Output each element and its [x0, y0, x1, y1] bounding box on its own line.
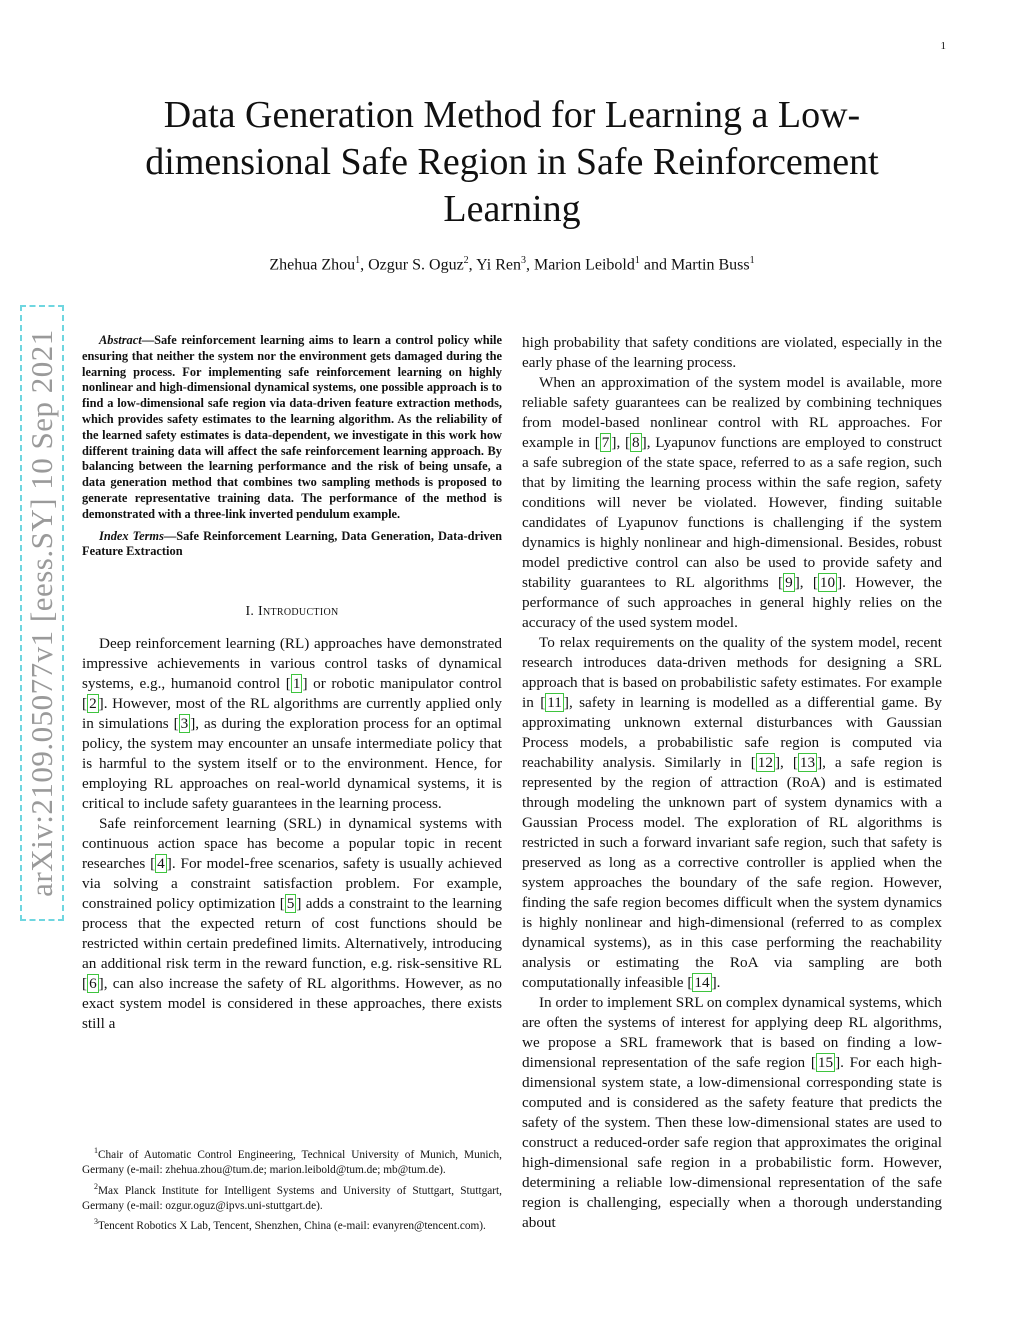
abstract-text: —Safe reinforcement learning aims to learn a control policy while ensuring that neither the system nor the environment gets damaged during the learning process. For implementing safe reinforcement learning on highly nonlinear and high-dimensional dynamical systems, one possible approach is to find a low-dimensional safe region via data-driven feature extraction methods, which provides safety estimates to the learning algorithm. As the reliability of the learned safety estimates is data-dependent, we investigate in this work how different training data will affect the safe reinforcement learning approach. By balancing between the learning performance and the risk of being unsafe, a data generation method that combines two sampling methods is proposed to generate representative training data. The performance of the method is demonstrated with a three-link inverted pendulum example. [82, 333, 502, 521]
citation-link[interactable]: 12 [757, 754, 773, 771]
index-terms-label: Index Terms [99, 528, 164, 543]
index-terms [82, 529, 502, 561]
citation-link[interactable]: 14 [694, 974, 710, 991]
footnote: $^1$Chair of Automatic Control Engineering, Technical University of Munich, Munich, Germany (e-mail: zhehua.zhou@tum.de; marion.leibold@tum.de; mb@tum.de). [82, 1146, 502, 1177]
citation-link[interactable]: 1 [292, 675, 301, 693]
footnote-mark: 1 [94, 1146, 98, 1155]
left-column [82, 333, 502, 1034]
citation-link[interactable]: 5 [286, 895, 295, 913]
section-heading: I. Introduction [245, 604, 339, 620]
body-paragraph: When an approximation of the system model is available, more reliable safety guarantees can be realized by combining techniques from model-based nonlinear control with RL approaches. For example in [ 7 ], [ 8 ], Lyapunov functions are employed to construct a safe subregion of the state space, referred to as a safe region, such that by limiting the learning process within the safe region, safety conditions will never be violated. However, finding suitable candidates of Lyapunov functions is challenging if the system dynamics is highly nonlinear and high-dimensional. Besides, robust model predictive control can also be used to provide safety and stability guarantees to RL algorithms [ 9 ], [ 10 ]. However, the performance of such approaches in general highly relies on the accuracy of the used system model. [522, 374, 943, 631]
citation-link[interactable]: 7 [601, 434, 610, 451]
footnote: $^2$Max Planck Institute for Intelligent Systems and University of Stuttgart, Stuttgart, Germany (e-mail: ozgur.oguz@ipvs.uni-stuttgart.de). [82, 1181, 502, 1212]
author-name: Ozgur S. Oguz [368, 256, 464, 274]
footnote: $^3$Tencent Robotics X Lab, Tencent, Shenzhen, China (e-mail: evanyren@tencent.com). [94, 1217, 486, 1232]
body-paragraph: In order to implement SRL on complex dynamical systems, which are often the systems of interest for applying deep RL algorithms, we propose a SRL framework that is based on finding a low-dimensional representation of the safe region [ 15 ]. For each high-dimensional system state, a low-dimensional corresponding state is computed and is considered as the safety feature that predicts the safety of the system. Then these low-dimensional states are used to construct a reduced-order safe region that approximates the original high-dimensional safe region in a probabilistic form. However, determining a reliable low-dimensional representation of the safe region is challenging, especially when a thorough understanding about [522, 994, 942, 1231]
body-paragraph: Deep reinforcement learning (RL) approaches have demonstrated impressive achievements in various control tasks of dynamical systems, e.g., humanoid control [ 1 ] or robotic manipulator control [ 2 ]. However, most of the RL algorithms are currently applied only in simulations [ 3 ], as during the exploration process for an optimal policy, the system may encounter an unsafe intermediate policy that is harmful to the system itself or to the environment. Hence, for employing RL approaches on real-world dynamical systems, it is critical to include safety guarantees in the learning process. [82, 635, 502, 813]
author-affiliation-mark: 1 [355, 255, 361, 266]
author-name: Marion Leibold [533, 256, 635, 274]
citation-link[interactable]: 8 [632, 434, 640, 451]
author-affiliation-mark: 2 [463, 255, 469, 266]
arxiv-stamp-text: arXiv:2109.05077v1 [eess.SY] 10 Sep 2021 [24, 329, 59, 897]
right-body [522, 333, 942, 1233]
citation-link[interactable]: 11 [547, 694, 562, 711]
citation-link[interactable]: 10 [819, 574, 836, 591]
abstract-label: Abstract [99, 333, 142, 347]
author-affiliation-mark: 1 [749, 255, 755, 266]
citation-link[interactable]: 15 [817, 1054, 834, 1071]
citation-link[interactable]: 13 [799, 754, 816, 771]
right-column [522, 333, 942, 1233]
citation-link[interactable]: 9 [785, 574, 793, 591]
body-paragraph: Safe reinforcement learning (SRL) in dynamical systems with continuous action space has become a popular topic in recent researches [ 4 ]. For model-free scenarios, safety is usually achieved via solving a constraint satisfaction problem. For example, constrained policy optimization [ 5 ] adds a constraint to the learning process that the expected return of cost functions should be restricted within certain predefined limits. Alternatively, introducing an additional risk term in the reward function, e.g. risk-sensitive RL [ 6 ], can also increase the safety of RL algorithms. However, as no exact system model is considered in these approaches, there exists still a [82, 815, 502, 1033]
citation-link[interactable]: 3 [180, 715, 189, 733]
citation-link[interactable]: 2 [89, 695, 97, 713]
body-paragraph: To relax requirements on the quality of the system model, recent research introduces data-driven methods for designing a SRL approach that is based on probabilistic safety estimates. For example in [ 11 ], safety in learning is modelled as a differential game. By approximating unknown external disturbances with Gaussian Process models, a probabilistic safe region is computed via reachability analysis. Similarly in [ 12 ], [ 13 ], a safe region is represented by the region of attraction (RoA) and is estimated through modeling the unknown part of system dynamics with a Gaussian Process model. The exploration of RL algorithms is restricted in such a forward invariant safe region, such that safety is preserved as long as a corrective controller is applied when the system approaches the boundary of the safe region. However, finding the safe region becomes difficult when the system dynamics is highly nonlinear and high-dimensional (referred to as complex dynamical systems), as in this case performing the reachability analysis or estimating the RoA via sampling are both computationally infeasible [ 14 ]. [522, 634, 942, 991]
author-affiliation-mark: 3 [520, 255, 526, 266]
author-list: Zhehua Zhou$^1$, Ozgur S. Oguz$^2$, Yi Ren$^3$, Marion Leibold$^1$ and Martin Buss$^1$ [269, 255, 755, 274]
citation-link[interactable]: 6 [89, 975, 97, 993]
left-body [82, 634, 502, 1034]
index-terms-text: —Safe Reinforcement Learning, Data Generation, Data-driven Feature Extraction [82, 528, 502, 559]
citation-link[interactable]: 4 [157, 855, 165, 873]
author-affiliation-mark: 1 [634, 255, 640, 266]
author-name: Yi Ren [476, 256, 521, 274]
author-name: Martin Buss [670, 256, 750, 274]
footnote-mark: 3 [94, 1217, 98, 1227]
footnotes [82, 1143, 502, 1234]
arxiv-stamp[interactable] [20, 305, 64, 921]
footnote-mark: 2 [94, 1181, 98, 1191]
author-name: Zhehua Zhou [269, 256, 356, 274]
abstract [82, 333, 502, 523]
paper-title: Data Generation Method for Learning a Low-dimensional Safe Region in Safe Reinforcement Learning [145, 94, 879, 230]
body-paragraph: high probability that safety conditions are violated, especially in the early phase of the learning process. [522, 334, 942, 371]
page-number: 1 [940, 40, 946, 52]
